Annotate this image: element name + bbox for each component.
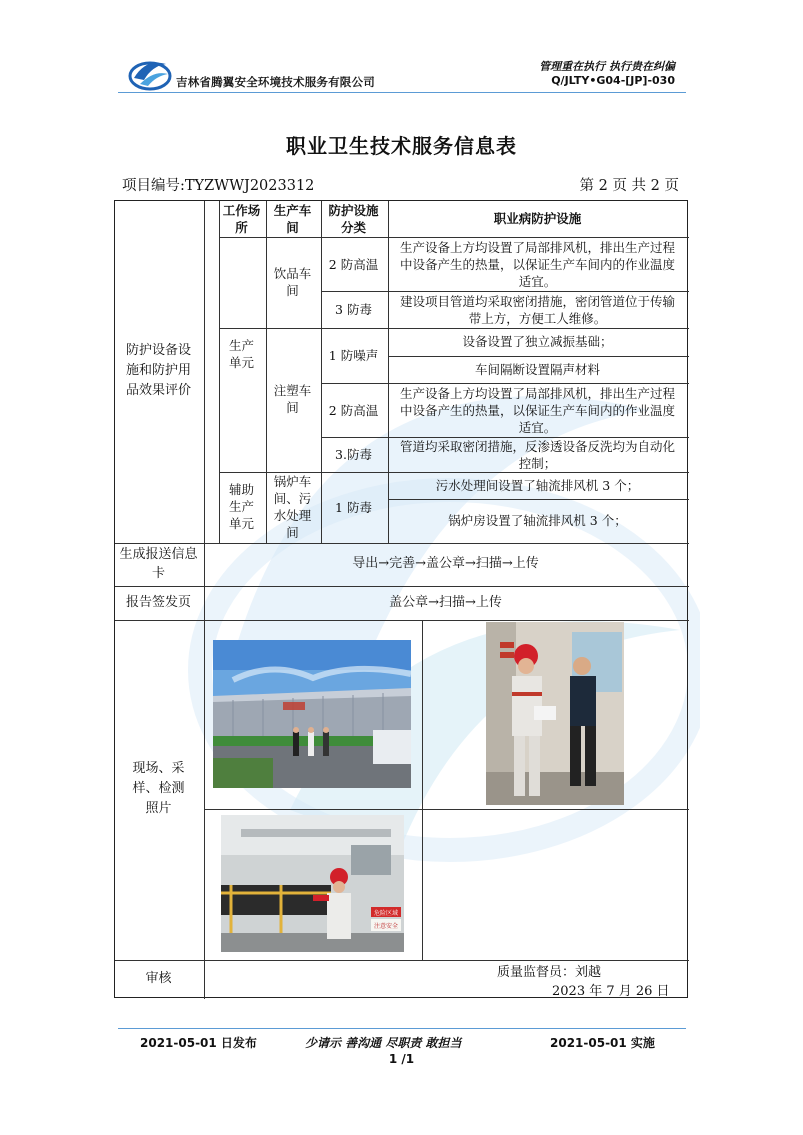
document-code: Q/JLTY•G04-[JP]-030 xyxy=(551,74,675,87)
workshop-auxiliary: 锅炉车间、污水处理间 xyxy=(273,473,312,540)
measure-injection-noise-2: 车间隔断设置隔声材料 xyxy=(474,361,600,377)
category-beverage-heat: 2 防高温 xyxy=(328,256,379,272)
measure-injection-toxic: 管道均采取密闭措施，反渗透设备反洗均为自动化控制； xyxy=(399,438,675,471)
effective-date: 2021-05-01 实施 xyxy=(550,1036,655,1050)
footer-page: 1 /1 xyxy=(388,1052,415,1066)
issue-date: 2021-05-01 日发布 xyxy=(140,1036,257,1050)
company-name: 吉林省腾翼安全环境技术服务有限公司 xyxy=(176,75,375,89)
sign-page-value: 盖公章→扫描→上传 xyxy=(389,594,502,610)
header-divider xyxy=(118,92,686,93)
measure-auxiliary-toxic-2: 锅炉房设置了轴流排风机 3 个； xyxy=(448,513,627,528)
measure-injection-noise-1: 设备设置了独立减振基础； xyxy=(462,334,613,349)
page-number: 第 2 页 共 2 页 xyxy=(579,178,679,194)
photo-sign-danger: 危险区域 xyxy=(373,910,399,917)
section-label: 防护设备设施和防护用品效果评价 xyxy=(125,343,191,398)
site-photo-building xyxy=(213,640,411,788)
workshop-injection: 注塑车间 xyxy=(273,383,312,415)
category-injection-noise: 1 防噪声 xyxy=(328,348,379,363)
workshop-beverage: 饮品车间 xyxy=(273,266,312,298)
site-photo-sampling xyxy=(486,622,624,805)
measure-auxiliary-toxic-1: 污水处理间设置了轴流排风机 3 个； xyxy=(435,478,640,493)
supervisor-name: 质量监督员：刘越 xyxy=(497,965,602,980)
category-injection-heat: 2 防高温 xyxy=(328,402,379,418)
photo-sign-caution: 注意安全 xyxy=(373,923,399,930)
page-title: 职业卫生技术服务信息表 xyxy=(286,134,517,158)
measure-beverage-heat: 生产设备上方均设置了局部排风机，排出生产过程中设备产生的热量，以保证生产车间内的作业温度适宜。 xyxy=(399,239,675,289)
review-label: 审核 xyxy=(145,971,172,986)
unit-auxiliary: 辅助生产单元 xyxy=(228,482,254,531)
header-measures: 职业病防护设施 xyxy=(493,211,582,226)
project-number: 项目编号:TYZWWJ2023312 xyxy=(122,178,315,194)
site-photo-detection xyxy=(221,815,404,952)
measure-beverage-toxic: 建设项目管道均采取密闭措施，密闭管道位于传输带上方，方便工人维修。 xyxy=(399,293,675,326)
footer-divider xyxy=(118,1028,686,1029)
footer-slogan: 少请示 善沟通 尽职责 敢担当 xyxy=(305,1036,462,1050)
header-category: 防护设施分类 xyxy=(328,202,379,235)
category-beverage-toxic: 3 防毒 xyxy=(335,302,372,317)
info-card-label: 生成报送信息卡 xyxy=(119,546,198,581)
company-motto: 管理重在执行 执行贵在纠偏 xyxy=(539,60,675,73)
header-workshop: 生产车间 xyxy=(273,202,312,235)
photos-label: 现场、采样、检测照片 xyxy=(132,761,185,816)
measure-injection-heat: 生产设备上方均设置了局部排风机，排出生产过程中设备产生的热量，以保证生产车间内的作业温度适宜。 xyxy=(399,385,675,435)
review-date: 2023 年 7 月 26 日 xyxy=(552,984,670,999)
category-auxiliary-toxic: 1 防毒 xyxy=(335,499,372,515)
info-card-value: 导出→完善→盖公章→扫描→上传 xyxy=(352,556,539,571)
sign-page-label: 报告签发页 xyxy=(125,594,191,610)
company-logo-icon xyxy=(128,56,172,92)
unit-production: 生产单元 xyxy=(228,338,254,370)
category-injection-toxic: 3.防毒 xyxy=(335,447,372,462)
header-workplace: 工作场所 xyxy=(222,202,261,235)
